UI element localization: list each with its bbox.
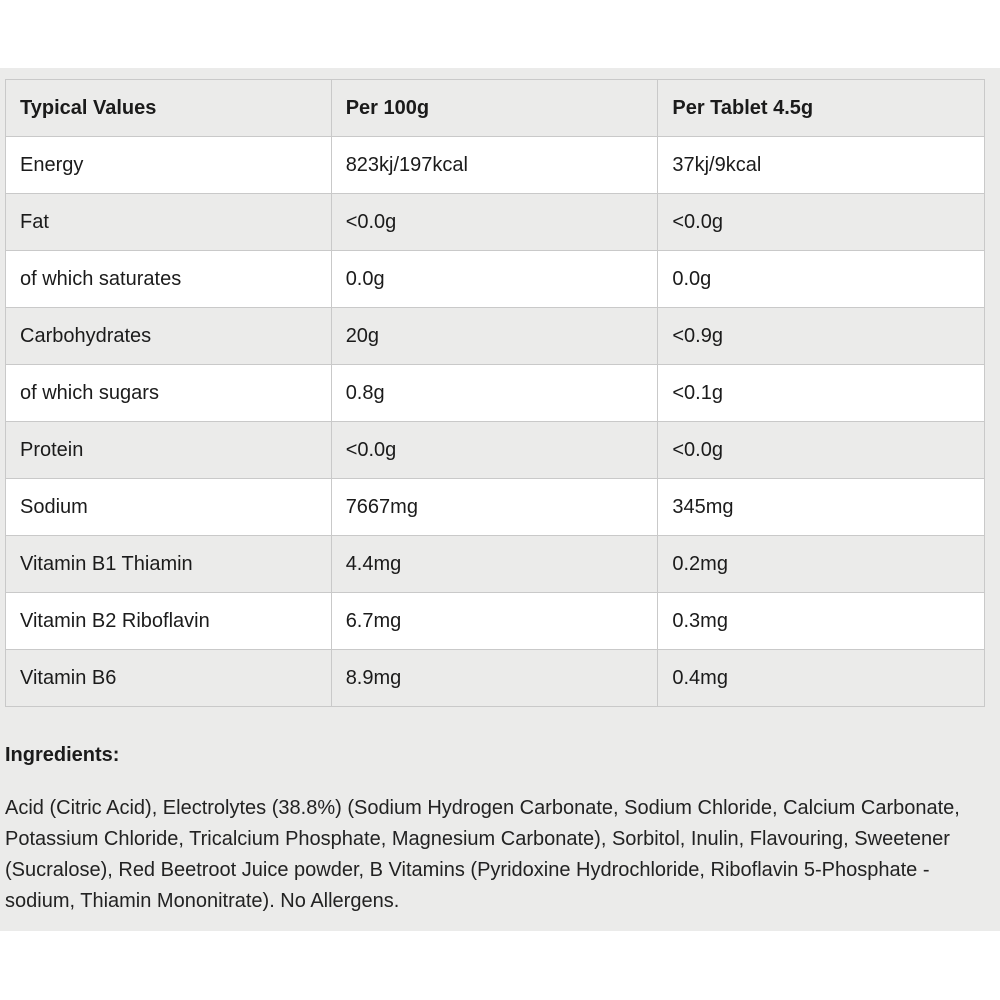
value-per-tablet: 0.2mg xyxy=(658,536,985,593)
value-per-tablet: <0.9g xyxy=(658,308,985,365)
value-per-tablet: <0.0g xyxy=(658,422,985,479)
nutrition-table xyxy=(5,79,985,707)
table-row xyxy=(6,536,985,593)
value-per-tablet: 0.4mg xyxy=(658,650,985,707)
value-per-100g: <0.0g xyxy=(331,422,658,479)
value-per-100g: 8.9mg xyxy=(331,650,658,707)
ingredients-heading: Ingredients: xyxy=(5,744,120,766)
value-per-100g: 4.4mg xyxy=(331,536,658,593)
value-per-100g: 0.0g xyxy=(331,251,658,308)
value-per-tablet: <0.1g xyxy=(658,365,985,422)
column-header-typical-values: Typical Values xyxy=(6,80,332,137)
value-per-100g: 0.8g xyxy=(331,365,658,422)
table-row xyxy=(6,650,985,707)
nutrient-name: Sodium xyxy=(6,479,332,536)
nutrient-name: Protein xyxy=(6,422,332,479)
table-row xyxy=(6,137,985,194)
value-per-tablet: 0.3mg xyxy=(658,593,985,650)
table-row xyxy=(6,251,985,308)
nutrient-name: Fat xyxy=(6,194,332,251)
column-header-per-tablet: Per Tablet 4.5g xyxy=(658,80,985,137)
table-row xyxy=(6,479,985,536)
value-per-100g: 6.7mg xyxy=(331,593,658,650)
value-per-tablet: 345mg xyxy=(658,479,985,536)
value-per-tablet: 37kj/9kcal xyxy=(658,137,985,194)
table-header-row xyxy=(6,80,985,137)
nutrient-name: Carbohydrates xyxy=(6,308,332,365)
ingredients-text: Acid (Citric Acid), Electrolytes (38.8%) (Sodium Hydrogen Carbonate, Sodium Chloride, Calcium Carbonate, Potassium Chloride, Tricalcium Phosphate, Magnesium Carbonate), Sorbitol, Inulin, Flavouring, Sweetener (Sucralose), Red Beetroot Juice powder, B Vitamins (Pyridoxine Hydrochloride, Riboflavin 5-Phosphate -sodium, Thiamin Mononitrate). No Allergens. xyxy=(5,797,960,912)
table-row xyxy=(6,308,985,365)
nutrient-name: Energy xyxy=(6,137,332,194)
table-row xyxy=(6,365,985,422)
table-row xyxy=(6,593,985,650)
value-per-100g: 823kj/197kcal xyxy=(331,137,658,194)
nutrient-name: of which saturates xyxy=(6,251,332,308)
nutrient-name: Vitamin B6 xyxy=(6,650,332,707)
table-row xyxy=(6,194,985,251)
nutrient-name: Vitamin B1 Thiamin xyxy=(6,536,332,593)
nutrient-name: of which sugars xyxy=(6,365,332,422)
table-row xyxy=(6,422,985,479)
nutrient-name: Vitamin B2 Riboflavin xyxy=(6,593,332,650)
value-per-100g: <0.0g xyxy=(331,194,658,251)
value-per-100g: 7667mg xyxy=(331,479,658,536)
column-header-per-100g: Per 100g xyxy=(331,80,658,137)
value-per-tablet: 0.0g xyxy=(658,251,985,308)
nutrition-panel xyxy=(0,68,1000,931)
value-per-tablet: <0.0g xyxy=(658,194,985,251)
value-per-100g: 20g xyxy=(331,308,658,365)
